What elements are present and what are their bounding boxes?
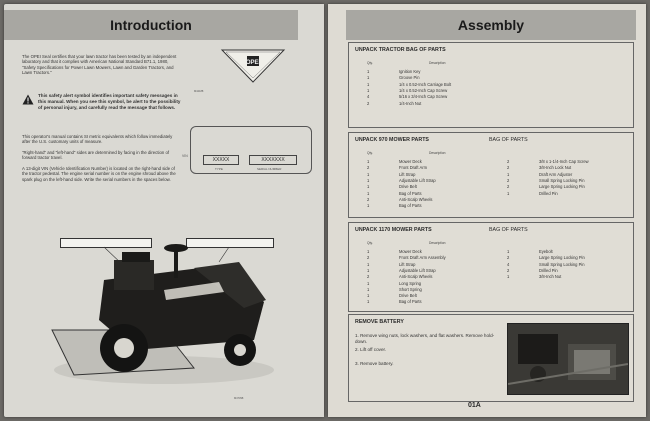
row-qty: 1	[507, 274, 510, 280]
row-qty: 1	[507, 171, 510, 177]
battery-step: 1. Remove wing nuts, lock washers, and flat washers. Remove hold-down.	[355, 333, 495, 344]
lawn-tractor-photo	[44, 230, 284, 390]
row-qty: 1	[367, 261, 370, 267]
page-number: 01A	[468, 402, 481, 409]
row-qty: 1	[367, 190, 370, 196]
battery-step: 2. Lift off cover.	[355, 347, 387, 352]
seal-figure-code: M42188	[194, 90, 204, 93]
qty-column-header: Qty.	[367, 241, 373, 245]
row-description: Small Spring Locking Pin	[539, 177, 585, 183]
row-qty: 1	[507, 190, 510, 196]
qty-column-header: Qty.	[367, 61, 373, 65]
row-description: Long Spring	[399, 280, 422, 286]
row-description: Ignition Key	[399, 69, 421, 74]
row-qty: 1	[367, 69, 370, 74]
safety-warning-text: This safety alert symbol identifies important safety messages in this manual. When you see this symbol, be alert to the possibility of personal injury, and carefully read the message that follows.	[38, 93, 181, 110]
page-title: Introduction	[110, 17, 192, 33]
tractor-parts-heading: UNPACK TRACTOR BAG OF PARTS	[355, 47, 446, 53]
row-qty: 1	[367, 286, 370, 292]
row-qty: 2	[367, 196, 370, 202]
row-description: Anti-Scalp Wheels	[399, 274, 433, 280]
row-description: Front Draft Arm	[399, 165, 427, 171]
mower1170-bag-heading: BAG OF PARTS	[489, 227, 528, 233]
row-qty: 1	[367, 280, 370, 286]
row-description: Lift Strap	[399, 171, 416, 177]
row-qty: 2	[507, 267, 510, 273]
row-description: Drilled Pin	[539, 190, 558, 196]
description-column-header: Description	[429, 241, 446, 245]
row-qty: 2	[507, 255, 510, 261]
vin-paragraph: A 13-digit VIN (Vehicle Identification Number) is located on the right-hand side of the tractor pedestal. The engine serial number is on the engine shroud above the spark plug on the left-hand side. Write the serial numbers in the spaces below.	[22, 166, 176, 182]
row-description: 3/8-Inch Nut	[539, 274, 562, 280]
mower1170-heading: UNPACK 1170 MOWER PARTS	[355, 227, 432, 233]
description-column-header: Description	[429, 151, 446, 155]
row-qty: 1	[367, 171, 370, 177]
row-qty: 2	[367, 274, 370, 280]
vin-type-caption: TYPE	[215, 167, 223, 171]
sides-paragraph: "Right-hand" and "left-hand" sides are determined by facing in the direction of forward tractor travel.	[22, 150, 170, 161]
mower970-bag-heading: BAG OF PARTS	[489, 137, 528, 143]
row-description: Mower Deck	[399, 249, 422, 254]
mower1170-box	[348, 222, 634, 312]
metric-paragraph: This operator's manual contains SI metric equivalents which follow immediately after the U.S. customary units of measure.	[22, 134, 173, 145]
row-description: 1/4 x 0.52-Inch Cap Screw	[399, 87, 448, 93]
row-description: Large Spring Locking Pin	[539, 255, 585, 261]
row-description: Bag of Parts	[399, 203, 422, 209]
svg-text:OPEI: OPEI	[245, 60, 261, 66]
battery-photo	[507, 323, 629, 395]
row-description: Short Spring	[399, 286, 422, 292]
row-description: Anti-Scalp Wheels	[399, 196, 433, 202]
vin-type-box: XXXXX	[203, 155, 239, 165]
mower970-heading: UNPACK 970 MOWER PARTS	[355, 137, 429, 143]
row-qty: 1	[367, 184, 370, 190]
vin-serial-caption: SERIAL NUMBER	[257, 167, 282, 171]
tractor-figure-code: M47398	[234, 397, 244, 400]
page-title: Assembly	[457, 17, 525, 33]
title-banner	[346, 10, 636, 40]
tractor-parts-box	[348, 42, 634, 128]
row-qty: 1	[367, 75, 370, 81]
intro-paragraph: The OPEI Seal certifies that your lawn tractor has been tested by an independent laboratory and that it complies with American National Standard B71.1, 1980, "Safety Specifications for Power Lawn Mowers, Lawn and Garden Tractors, and Lawn Tractors."	[22, 54, 177, 76]
row-qty: 1	[367, 249, 370, 254]
qty-column-header: Qty.	[367, 151, 373, 155]
row-description: 1/4 x 0.52-Inch Carriage Bolt	[399, 81, 452, 87]
row-qty: 2	[507, 177, 510, 183]
row-qty: 2	[507, 159, 510, 164]
row-description: Drilled Pin	[539, 267, 558, 273]
row-description: Bag of Parts	[399, 299, 422, 305]
row-qty: 2	[367, 100, 370, 106]
row-description: Large Spring Locking Pin	[539, 184, 585, 190]
row-description: 3/8 x 1-1/4-Inch Cap Screw	[539, 159, 589, 164]
row-description: 3/8-Inch Lock Nut	[539, 165, 572, 171]
row-qty: 1	[367, 267, 370, 273]
row-description: Groove Pin	[399, 75, 420, 81]
vin-side-label: VIN	[182, 154, 188, 158]
row-qty: 1	[507, 249, 510, 254]
row-description: Front Draft Arm Assembly	[399, 255, 446, 261]
row-qty: 2	[367, 255, 370, 261]
row-qty: 4	[367, 94, 370, 100]
battery-heading: REMOVE BATTERY	[355, 319, 404, 325]
row-description: Bag of Parts	[399, 190, 422, 196]
row-qty: 1	[367, 299, 370, 305]
battery-step: 3. Remove battery.	[355, 361, 394, 366]
row-description: Draft Arm Adjuster	[539, 171, 573, 177]
left-page	[4, 4, 324, 417]
row-qty: 1	[367, 81, 370, 87]
row-qty: 1	[367, 87, 370, 93]
battery-box	[348, 314, 634, 402]
vin-serial-box: XXXXXXX	[249, 155, 297, 165]
row-description: 5/16 x 3/4-Inch Cap Screw	[399, 94, 448, 100]
row-description: Lift Strap	[399, 261, 416, 267]
row-qty: 1	[367, 177, 370, 183]
row-description: Adjustable Lift Strap	[399, 177, 436, 183]
row-qty: 1	[367, 203, 370, 209]
row-qty: 2	[507, 165, 510, 171]
row-description: Eyebolt	[539, 249, 553, 254]
mower970-box	[348, 132, 634, 218]
row-qty: 1	[367, 159, 370, 164]
row-description: 1/4-Inch Nut	[399, 100, 422, 106]
right-page	[328, 4, 646, 417]
description-column-header: Description	[429, 61, 446, 65]
row-qty: 2	[367, 165, 370, 171]
row-qty: 1	[367, 293, 370, 299]
row-description: Drive Belt	[399, 184, 417, 190]
row-description: Adjustable Lift Strap	[399, 267, 436, 273]
row-description: Small Spring Locking Pin	[539, 261, 585, 267]
row-qty: 2	[507, 184, 510, 190]
row-qty: 4	[507, 261, 510, 267]
row-description: Drive Belt	[399, 293, 417, 299]
row-description: Mower Deck	[399, 159, 422, 164]
